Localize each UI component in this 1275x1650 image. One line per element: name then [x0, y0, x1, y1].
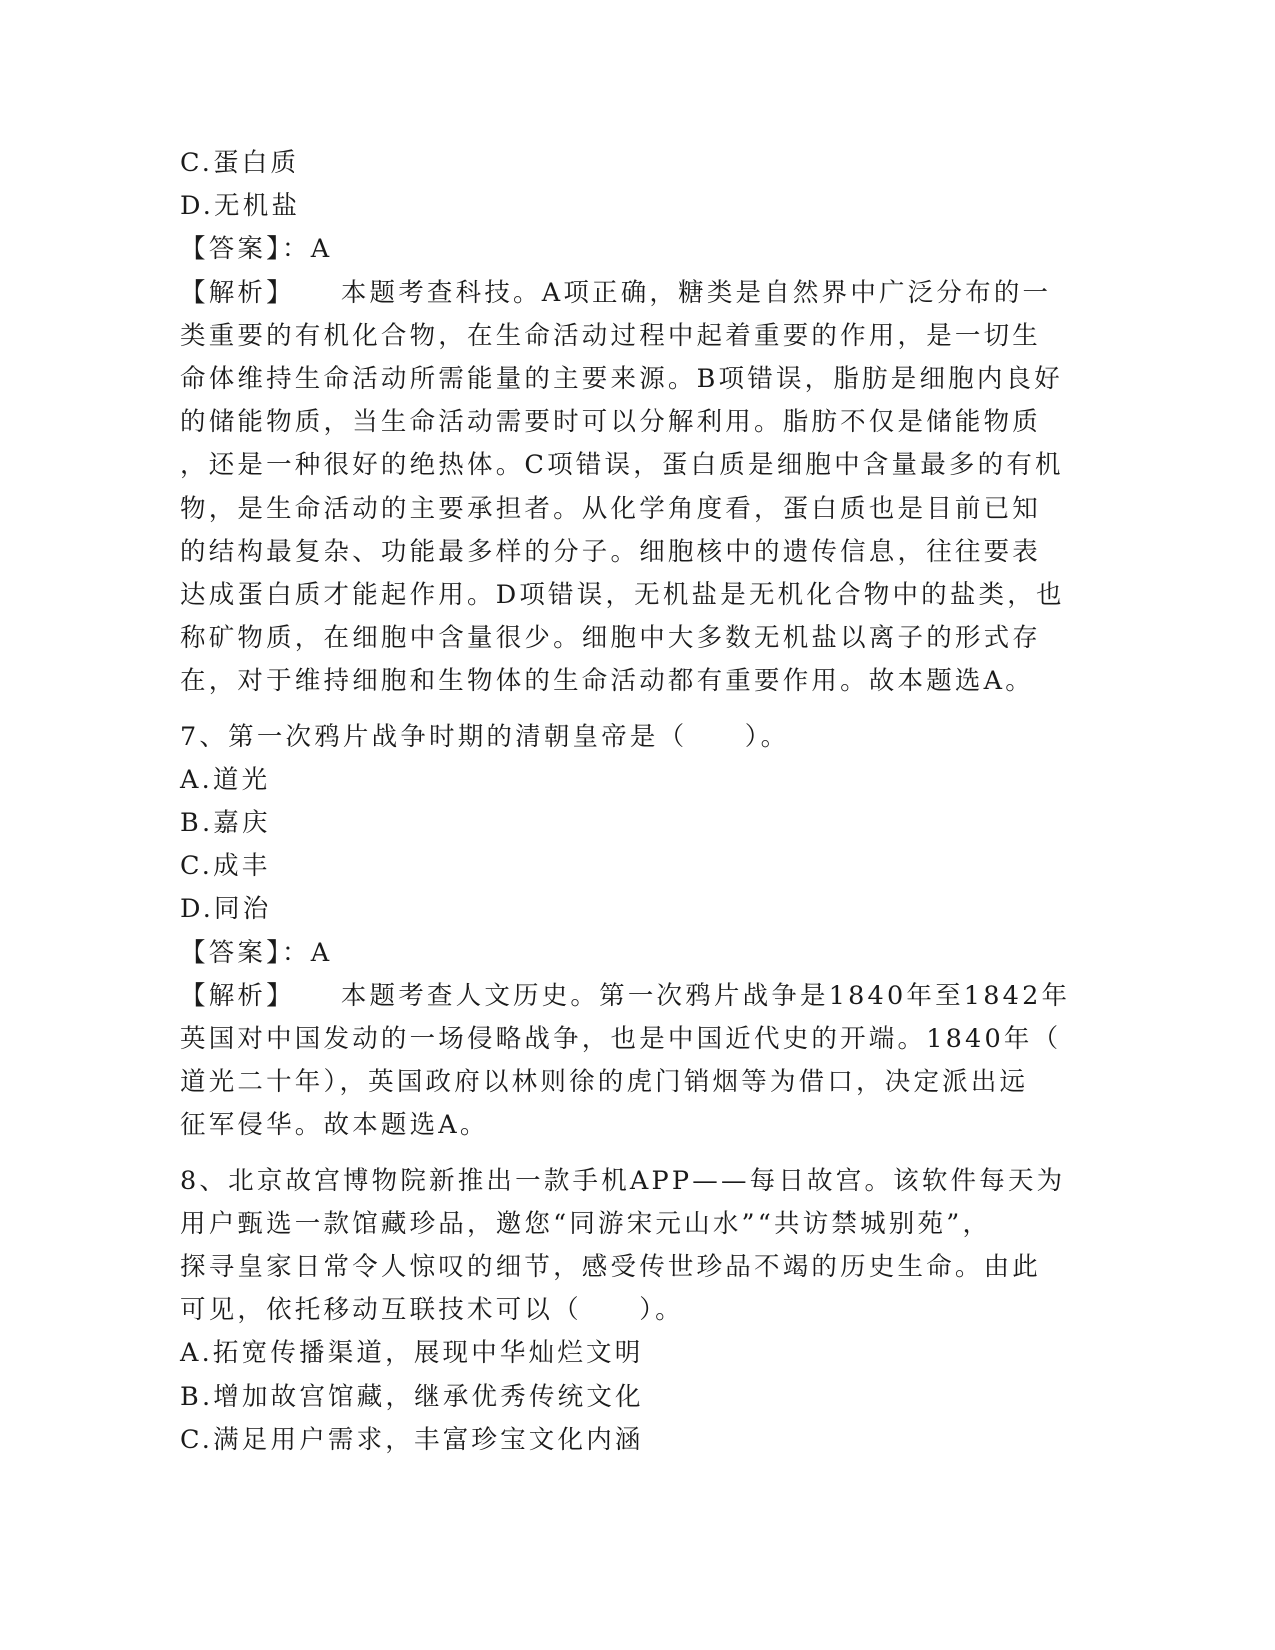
analysis-line: 的结构最复杂、功能最多样的分子。细胞核中的遗传信息，往往要表 — [180, 536, 1042, 567]
analysis-line: 达成蛋白质才能起作用。D项错误，无机盐是无机化合物中的盐类，也 — [180, 580, 1065, 611]
analysis-line — [180, 272, 1050, 315]
option-d: D.同治 — [180, 894, 272, 925]
analysis-text: 本题考查科技。A项正确，糖类是自然界中广泛分布的一 — [340, 277, 1052, 308]
analysis-line: 的储能物质，当生命活动需要时可以分解利用。脂肪不仅是储能物质 — [180, 407, 1042, 438]
answer-line — [180, 228, 1050, 271]
analysis-line — [180, 975, 1071, 1018]
option-a: A.道光 — [180, 764, 271, 795]
analysis-line: 类重要的有机化合物，在生命活动过程中起着重要的作用，是一切生 — [180, 320, 1042, 351]
question-stem-line: 8、北京故宫博物院新推出一款手机APP——每日故宫。该软件每天为 — [180, 1165, 1066, 1196]
analysis-line: ，还是一种很好的绝热体。C项错误，蛋白质是细胞中含量最多的有机 — [180, 450, 1064, 481]
analysis-line: 命体维持生命活动所需能量的主要来源。B项错误，脂肪是细胞内良好 — [180, 364, 1063, 395]
analysis-block — [180, 272, 1065, 704]
question-8 — [180, 1160, 1066, 1462]
analysis-label: 【解析】 — [180, 277, 295, 308]
analysis-line: 称矿物质，在细胞中含量很少。细胞中大多数无机盐以离子的形式存 — [180, 623, 1042, 654]
option-b: B.嘉庆 — [180, 808, 271, 839]
answer-line — [180, 932, 1050, 975]
analysis-line: 英国对中国发动的一场侵略战争，也是中国近代史的开端。1840年（ — [180, 1024, 1062, 1055]
option-c: C.成丰 — [180, 851, 271, 882]
option-c: C.满足用户需求，丰富珍宝文化内涵 — [180, 1424, 644, 1455]
analysis-line: 征军侵华。故本题选A。 — [180, 1110, 489, 1141]
answer-value: A — [310, 937, 333, 968]
option-c: C.蛋白质 — [180, 148, 300, 178]
analysis-label: 【解析】 — [180, 980, 295, 1011]
question-stem-line: 探寻皇家日常令人惊叹的细节，感受传世珍品不竭的历史生命。由此 — [180, 1252, 1042, 1283]
analysis-line: 在，对于维持细胞和生物体的生命活动都有重要作用。故本题选A。 — [180, 666, 1034, 697]
question-7 — [180, 716, 1071, 1148]
analysis-line: 物，是生命活动的主要承担者。从化学角度看，蛋白质也是目前已知 — [180, 493, 1042, 524]
option-a: A.拓宽传播渠道，展现中华灿烂文明 — [180, 1338, 644, 1369]
analysis-text: 本题考查人文历史。第一次鸦片战争是1840年至1842年 — [340, 980, 1071, 1011]
question-stem-line: 可见，依托移动互联技术可以（ ）。 — [180, 1295, 684, 1326]
answer-label: 【答案】： — [180, 937, 311, 968]
question-stem: 7、第一次鸦片战争时期的清朝皇帝是（ ）。 — [180, 721, 790, 752]
question-stem-line: 用户甄选一款馆藏珍品，邀您“同游宋元山水”“共访禁城别苑”， — [180, 1208, 992, 1239]
answer-label: 【答案】： — [180, 234, 311, 265]
question-6 — [180, 142, 1065, 704]
answer-value: A — [310, 234, 333, 265]
option-d: D.无机盐 — [180, 191, 301, 222]
analysis-line: 道光二十年），英国政府以林则徐的虎门销烟等为借口，决定派出远 — [180, 1067, 1029, 1098]
option-b: B.增加故宫馆藏，继承优秀传统文化 — [180, 1381, 644, 1412]
analysis-block — [180, 975, 1071, 1148]
document-page — [180, 142, 1071, 1462]
